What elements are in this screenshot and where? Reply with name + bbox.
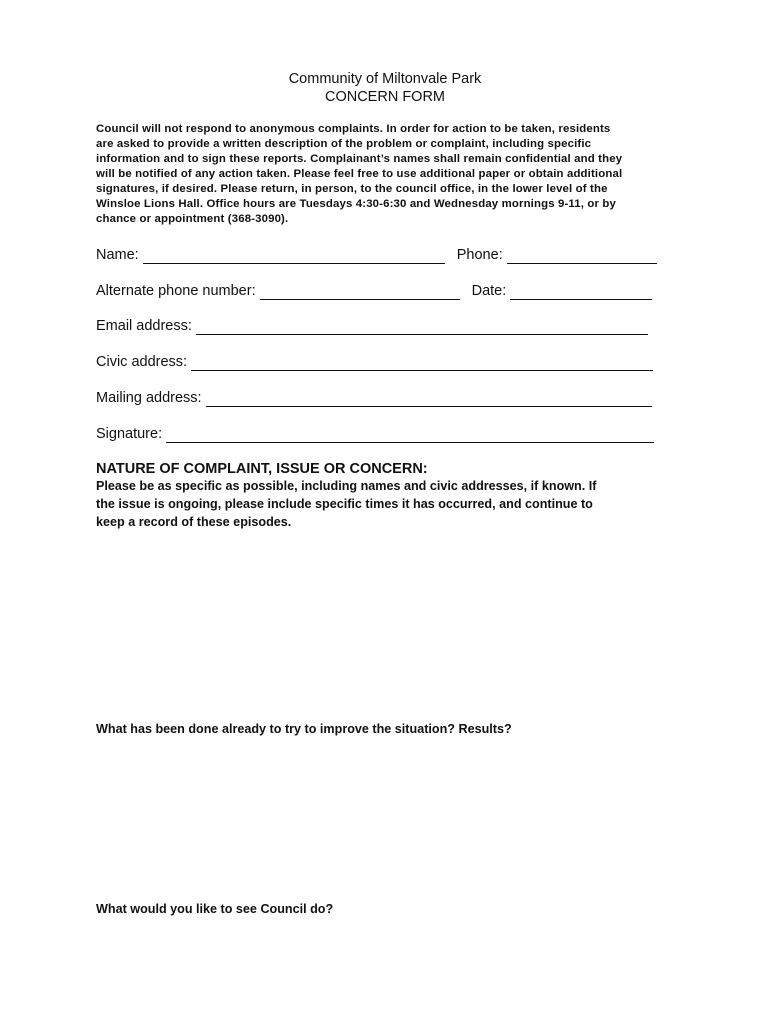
signature-row	[96, 425, 654, 443]
instruction-line: the issue is ongoing, please include specific times it has occurred, and continue to	[96, 497, 593, 511]
intro-line: Council will not respond to anonymous complaints. In order for action to be taken, residents	[96, 123, 611, 135]
phone-label: Phone:	[456, 247, 503, 263]
date-field[interactable]	[510, 285, 652, 300]
mailing-address-row	[96, 389, 652, 407]
instruction-line: keep a record of these episodes.	[96, 515, 292, 529]
alt-phone-label: Alternate phone number:	[96, 283, 256, 299]
civic-address-field[interactable]	[191, 356, 653, 371]
intro-line: are asked to provide a written description of the problem or complaint, including specific	[96, 138, 592, 150]
name-field[interactable]	[143, 249, 445, 264]
instruction-line: Please be as specific as possible, including names and civic addresses, if known. If	[96, 479, 597, 493]
civic-address-row	[96, 353, 653, 371]
form-header	[0, 70, 770, 106]
alt-phone-date-row	[96, 282, 652, 300]
email-row	[96, 317, 648, 335]
intro-line: Winsloe Lions Hall. Office hours are Tuesdays 4:30-6:30 and Wednesday mornings 9-11, or by	[96, 198, 617, 210]
organization-name: Community of Miltonvale Park	[288, 71, 482, 87]
mailing-address-field[interactable]	[206, 392, 652, 407]
complaint-heading: NATURE OF COMPLAINT, ISSUE OR CONCERN:	[96, 461, 428, 477]
council-action-question: What would you like to see Council do?	[96, 902, 334, 916]
signature-field[interactable]	[166, 428, 654, 443]
intro-line: chance or appointment (368-3090).	[96, 213, 289, 225]
alt-phone-field[interactable]	[260, 285, 460, 300]
civic-address-label: Civic address:	[96, 354, 188, 370]
mailing-address-label: Mailing address:	[96, 390, 202, 406]
form-title: CONCERN FORM	[324, 89, 446, 105]
email-label: Email address:	[96, 318, 192, 334]
intro-line: information and to sign these reports. Complainant’s names shall remain confidential and they	[96, 153, 623, 165]
improvement-question: What has been done already to try to improve the situation? Results?	[96, 722, 512, 736]
intro-paragraph	[96, 122, 671, 227]
email-field[interactable]	[196, 320, 648, 335]
signature-label: Signature:	[96, 426, 163, 442]
intro-line: signatures, if desired. Please return, in person, to the council office, in the lower level of the	[96, 183, 608, 195]
intro-line: will be notified of any action taken. Please feel free to use additional paper or obtain additional	[96, 168, 623, 180]
phone-field[interactable]	[507, 249, 657, 264]
name-label: Name:	[96, 247, 139, 263]
name-phone-row	[96, 246, 657, 264]
date-label: Date:	[471, 283, 507, 299]
complaint-instructions	[96, 477, 671, 531]
